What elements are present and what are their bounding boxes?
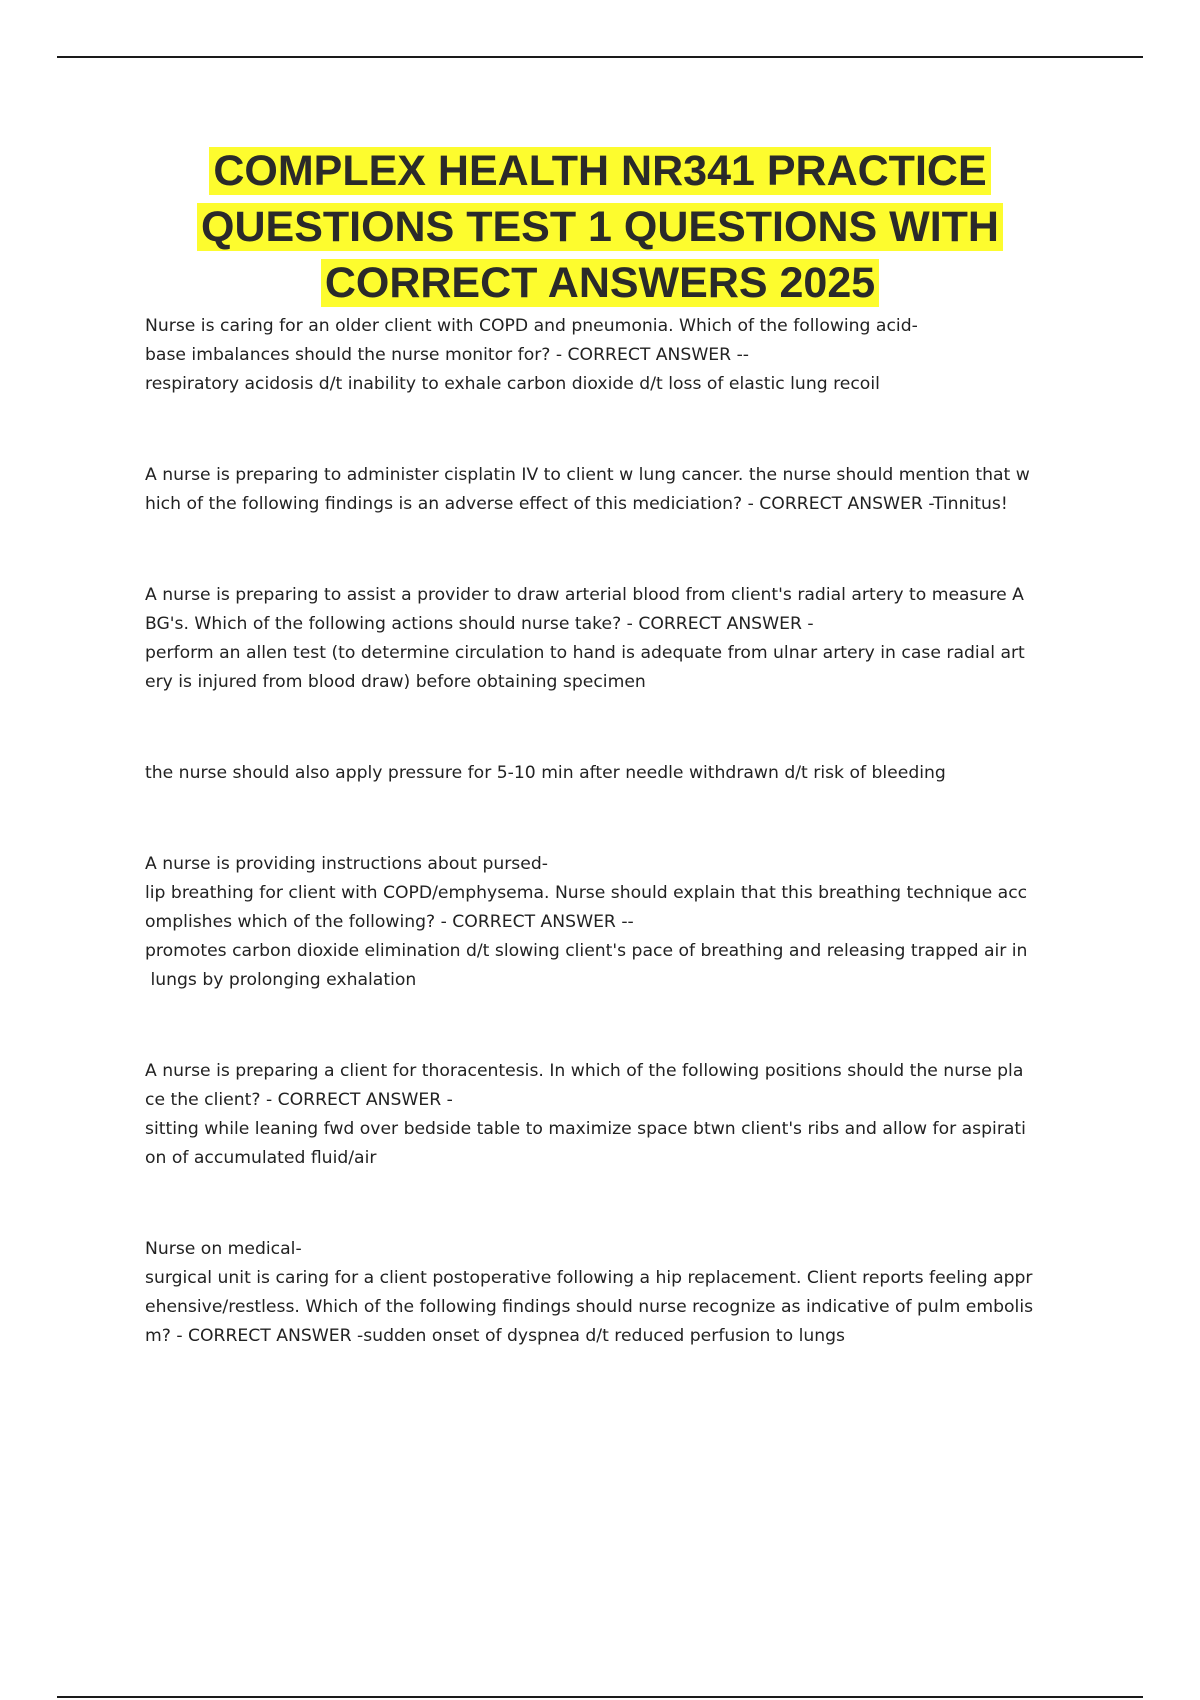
text-line: ce the client? - CORRECT ANSWER - bbox=[145, 1090, 453, 1110]
question-block-4 bbox=[145, 850, 1095, 995]
top-rule bbox=[57, 56, 1143, 58]
text-line: perform an allen test (to determine circulation to hand is adequate from ulnar artery in case radial art bbox=[145, 643, 1025, 663]
text-line: base imbalances should the nurse monitor for? - CORRECT ANSWER -- bbox=[145, 345, 749, 365]
text-line: lungs by prolonging exhalation bbox=[145, 970, 417, 990]
text-line: omplishes which of the following? - CORRECT ANSWER -- bbox=[145, 912, 634, 932]
text-line: ehensive/restless. Which of the following findings should nurse recognize as indicative of pulm embolis bbox=[145, 1297, 1034, 1317]
text-line: A nurse is providing instructions about pursed- bbox=[145, 854, 548, 874]
title-line: COMPLEX HEALTH NR341 PRACTICE bbox=[209, 147, 990, 195]
note-block bbox=[145, 759, 1095, 788]
text-line: hich of the following findings is an adverse effect of this mediciation? - CORRECT ANSWER -Tinnitus! bbox=[145, 494, 1008, 514]
question-block-5 bbox=[145, 1057, 1095, 1173]
question-block-1 bbox=[145, 312, 1095, 399]
question-block-2 bbox=[145, 461, 1095, 519]
question-list bbox=[145, 312, 1095, 1351]
text-line: surgical unit is caring for a client postoperative following a hip replacement. Client reports feeling appr bbox=[145, 1268, 1033, 1288]
text-line: A nurse is preparing a client for thoracentesis. In which of the following positions should the nurse pla bbox=[145, 1061, 1024, 1081]
text-line: A nurse is preparing to assist a provider to draw arterial blood from client's radial artery to measure A bbox=[145, 585, 1024, 605]
title-line: CORRECT ANSWERS 2025 bbox=[321, 259, 879, 307]
question-block-6 bbox=[145, 1235, 1095, 1351]
text-line: m? - CORRECT ANSWER -sudden onset of dyspnea d/t reduced perfusion to lungs bbox=[145, 1326, 846, 1346]
text-line: respiratory acidosis d/t inability to exhale carbon dioxide d/t loss of elastic lung recoil bbox=[145, 374, 880, 394]
question-block-3 bbox=[145, 581, 1095, 697]
bottom-rule bbox=[57, 1696, 1143, 1698]
title-line: QUESTIONS TEST 1 QUESTIONS WITH bbox=[197, 203, 1003, 251]
text-line: lip breathing for client with COPD/emphysema. Nurse should explain that this breathing technique acc bbox=[145, 883, 1028, 903]
text-line: ery is injured from blood draw) before obtaining specimen bbox=[145, 672, 646, 692]
text-line: A nurse is preparing to administer cisplatin IV to client w lung cancer. the nurse should mention that w bbox=[145, 465, 1030, 485]
text-line: promotes carbon dioxide elimination d/t slowing client's pace of breathing and releasing trapped air in bbox=[145, 941, 1028, 961]
text-line: on of accumulated fluid/air bbox=[145, 1148, 377, 1168]
text-line: BG's. Which of the following actions should nurse take? - CORRECT ANSWER - bbox=[145, 614, 814, 634]
text-line: Nurse on medical- bbox=[145, 1239, 302, 1259]
text-line: Nurse is caring for an older client with COPD and pneumonia. Which of the following acid- bbox=[145, 316, 918, 336]
text-line: sitting while leaning fwd over bedside table to maximize space btwn client's ribs and allow for aspirati bbox=[145, 1119, 1026, 1139]
text-line: the nurse should also apply pressure for 5-10 min after needle withdrawn d/t risk of bleeding bbox=[145, 763, 946, 783]
page-title bbox=[100, 143, 1100, 311]
